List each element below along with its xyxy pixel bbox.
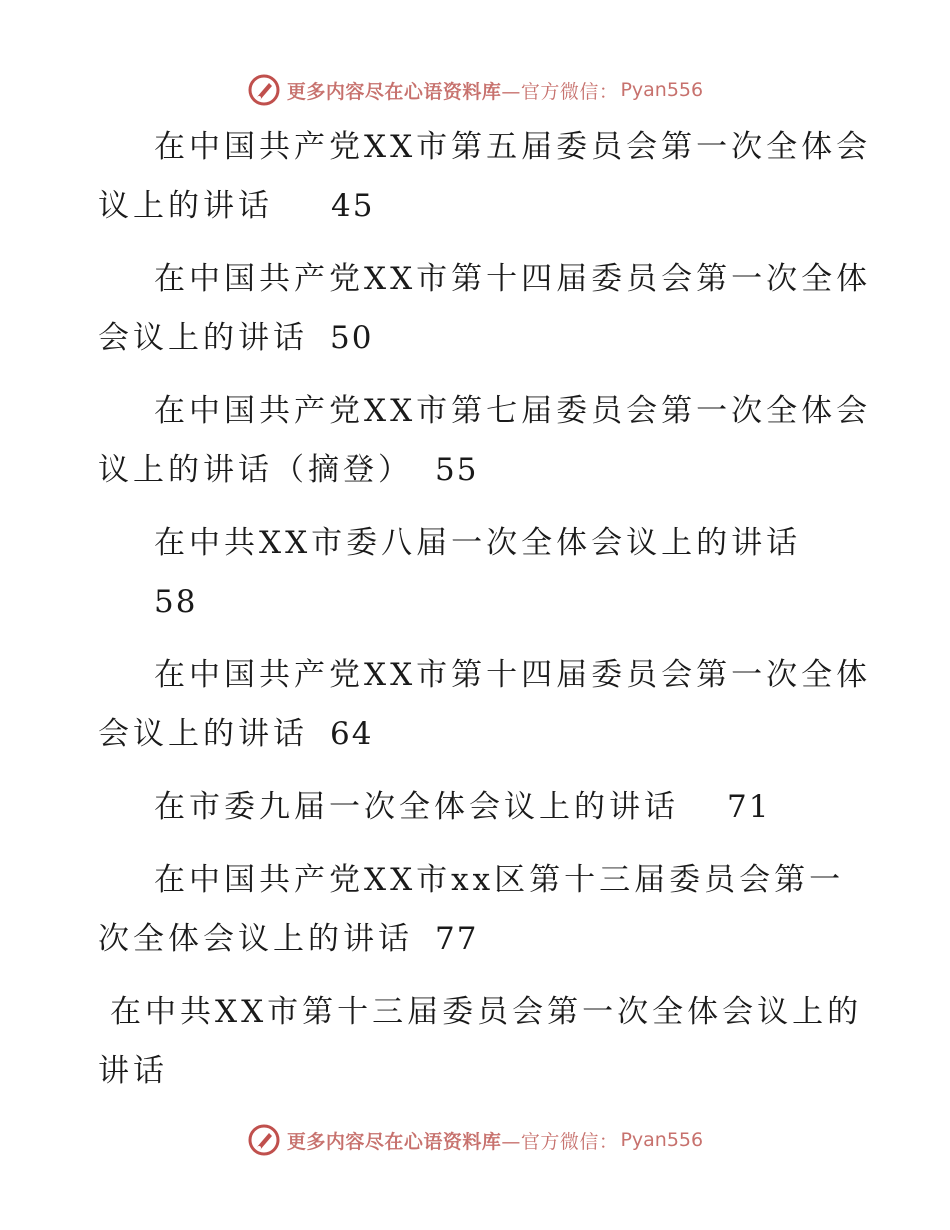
toc-entry[interactable] (98, 514, 858, 632)
toc-entry-page: 64 (330, 716, 374, 752)
toc-entry-page: 50 (330, 320, 374, 356)
toc-entry-page: 58 (154, 584, 198, 620)
toc-entry-title-with-page: 在市委九届一次全体会议上的讲话 71 (154, 789, 771, 825)
toc-entry[interactable] (98, 983, 863, 1101)
pen-logo-icon (247, 1123, 281, 1157)
toc-entry-page: 45 (331, 188, 375, 224)
watermark-wechat-id: Pyan556 (620, 79, 704, 101)
toc-entry[interactable] (98, 250, 872, 368)
toc-entry[interactable] (98, 646, 872, 764)
toc-entry-title-cont: 次全体会议上的讲话 77 (98, 921, 479, 957)
footer-watermark (0, 1120, 950, 1160)
pen-logo-icon (247, 73, 281, 107)
toc-entry-title-cont: 议上的讲话 45 (98, 188, 375, 224)
toc-entry-title-cont: 会议上的讲话 50 (98, 320, 374, 356)
watermark-wechat-id: Pyan556 (620, 1129, 704, 1151)
watermark-text: 更多内容尽在心语资料库—官方微信： (286, 1130, 619, 1153)
toc-entry-page: 55 (435, 452, 479, 488)
header-watermark (0, 70, 950, 110)
toc-entry-title: 在中国共产党XX市第十四届委员会第一次全体 (154, 261, 872, 297)
toc-entry-title: 在中共XX市第十三届委员会第一次全体会议上的 (110, 994, 863, 1030)
toc-entry-title: 在中国共产党XX市第五届委员会第一次全体会 (154, 129, 872, 165)
toc-entry[interactable] (98, 118, 872, 236)
toc-entry-title: 在中国共产党XX市xx区第十三届委员会第一 (154, 862, 845, 898)
toc-entry[interactable] (98, 851, 858, 969)
toc-entry-title: 在中共XX市委八届一次全体会议上的讲话 (154, 525, 802, 561)
toc-entry-title-cont: 会议上的讲话 64 (98, 716, 374, 752)
toc-entry-title-cont: 议上的讲话（摘登） 55 (98, 452, 479, 488)
toc-entry[interactable] (98, 778, 858, 837)
toc-entry-title: 在中国共产党XX市第七届委员会第一次全体会 (154, 393, 872, 429)
toc-entry-page: 71 (727, 789, 771, 825)
watermark-text: 更多内容尽在心语资料库—官方微信： (286, 80, 619, 103)
toc-entry-title-cont: 讲话 (98, 1053, 168, 1089)
toc-entry-page: 77 (435, 921, 479, 957)
toc-entry[interactable] (98, 382, 872, 500)
toc-entry-title: 在中国共产党XX市第十四届委员会第一次全体 (154, 657, 872, 693)
toc-list (98, 118, 872, 1115)
